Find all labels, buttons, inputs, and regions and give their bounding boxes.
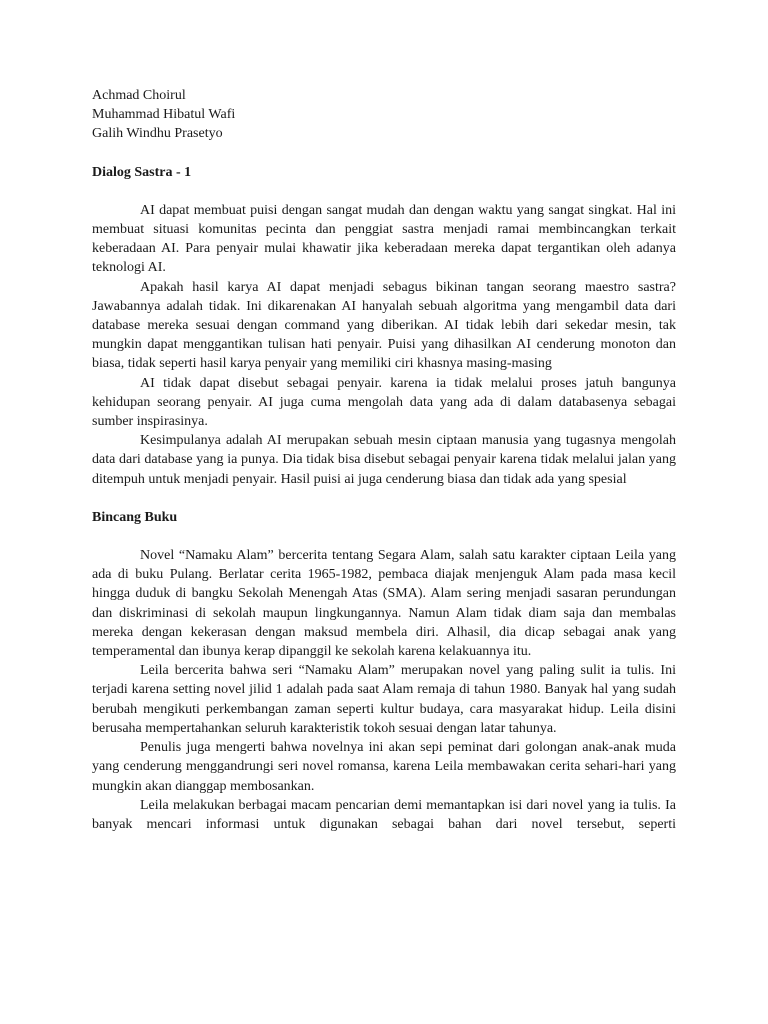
document-page: [92, 86, 676, 834]
author-list: [92, 86, 676, 144]
paragraph: Leila melakukan berbagai macam pencarian demi memantapkan isi dari novel yang ia tulis. Ia banyak mencari informasi untuk digunakan sebagai bahan dari novel tersebut, seperti: [92, 797, 676, 832]
paragraph: Kesimpulanya adalah AI merupakan sebuah mesin ciptaan manusia yang tugasnya mengolah data dari database yang ia punya. Dia tidak bisa disebut sebagai penyair karena tidak melalui jalan yang ditempuh untuk menjadi penyair. Hasil puisi ai juga cenderung biasa dan tidak ada yang spesial: [92, 433, 676, 487]
author-name: Galih Windhu Prasetyo: [92, 126, 223, 142]
paragraph: Novel “Namaku Alam” bercerita tentang Segara Alam, salah satu karakter ciptaan Leila yang ada di buku Pulang. Berlatar cerita 1965-1982, pembaca diajak menjenguk Alam pada masa kecil hingga duduk di bangku Sekolah Menengah Atas (SMA). Alam sering menjadi sasaran perundungan dan diskriminasi di sekolah maupun lingkungannya. Namun Alam tidak diam saja dan membalas mereka dengan kekerasan dengan maksud membela diri. Alhasil, dia dicap sebagai anak yang temperamental dan ibunya kerap dipanggil ke sekolah karena kelakuannya itu.: [92, 548, 676, 660]
section-title-bincang-buku: Bincang Buku: [92, 509, 178, 525]
author-name: Muhammad Hibatul Wafi: [92, 107, 236, 123]
paragraph: Leila bercerita bahwa seri “Namaku Alam” merupakan novel yang paling sulit ia tulis. Ini terjadi karena setting novel jilid 1 adalah pada saat Alam remaja di tahun 1980. Banyak hal yang sudah berubah mengikuti perkembangan zaman seperti kultur budaya, cara masyarakat hidup. Leila disini berusaha mempertahankan seluruh karakteristik tokoh sesuai dengan latar tahunya.: [92, 663, 676, 736]
paragraph: AI tidak dapat disebut sebagai penyair. karena ia tidak melalui proses jatuh bangunya kehidupan seorang penyair. AI juga cuma mengolah data yang ada di dalam databasenya sebagai sumber inspirasinya.: [92, 375, 676, 430]
section-title-dialog-sastra: Dialog Sastra - 1: [92, 164, 192, 180]
paragraph: Apakah hasil karya AI dapat menjadi sebagus bikinan tangan seorang maestro sastra? Jawabannya adalah tidak. Ini dikarenakan AI hanyalah sebuah algoritma yang mengambil data dari database mereka sesuai dengan command yang diberikan. AI tidak lebih dari sekedar mesin, tak mungkin dapat menggantikan tulisan hati penyair. Puisi yang dihasilkan AI cenderung monoton dan biasa, tidak seperti hasil karya penyair yang memiliki ciri khasnya masing-masing: [92, 279, 676, 372]
paragraph: AI dapat membuat puisi dengan sangat mudah dan dengan waktu yang sangat singkat. Hal ini membuat situasi komunitas pecinta dan penggiat sastra menjadi ramai membincangkan terkait keberadaan AI. Para penyair mulai khawatir jika keberadaan mereka dapat tergantikan oleh adanya teknologi AI.: [92, 202, 676, 276]
author-name: Achmad Choirul: [92, 88, 186, 103]
paragraph: Penulis juga mengerti bahwa novelnya ini akan sepi peminat dari golongan anak-anak muda yang cenderung menggandrungi seri novel romansa, karena Leila membawakan cerita sehari-hari yang mungkin akan dianggap membosankan.: [92, 740, 676, 794]
